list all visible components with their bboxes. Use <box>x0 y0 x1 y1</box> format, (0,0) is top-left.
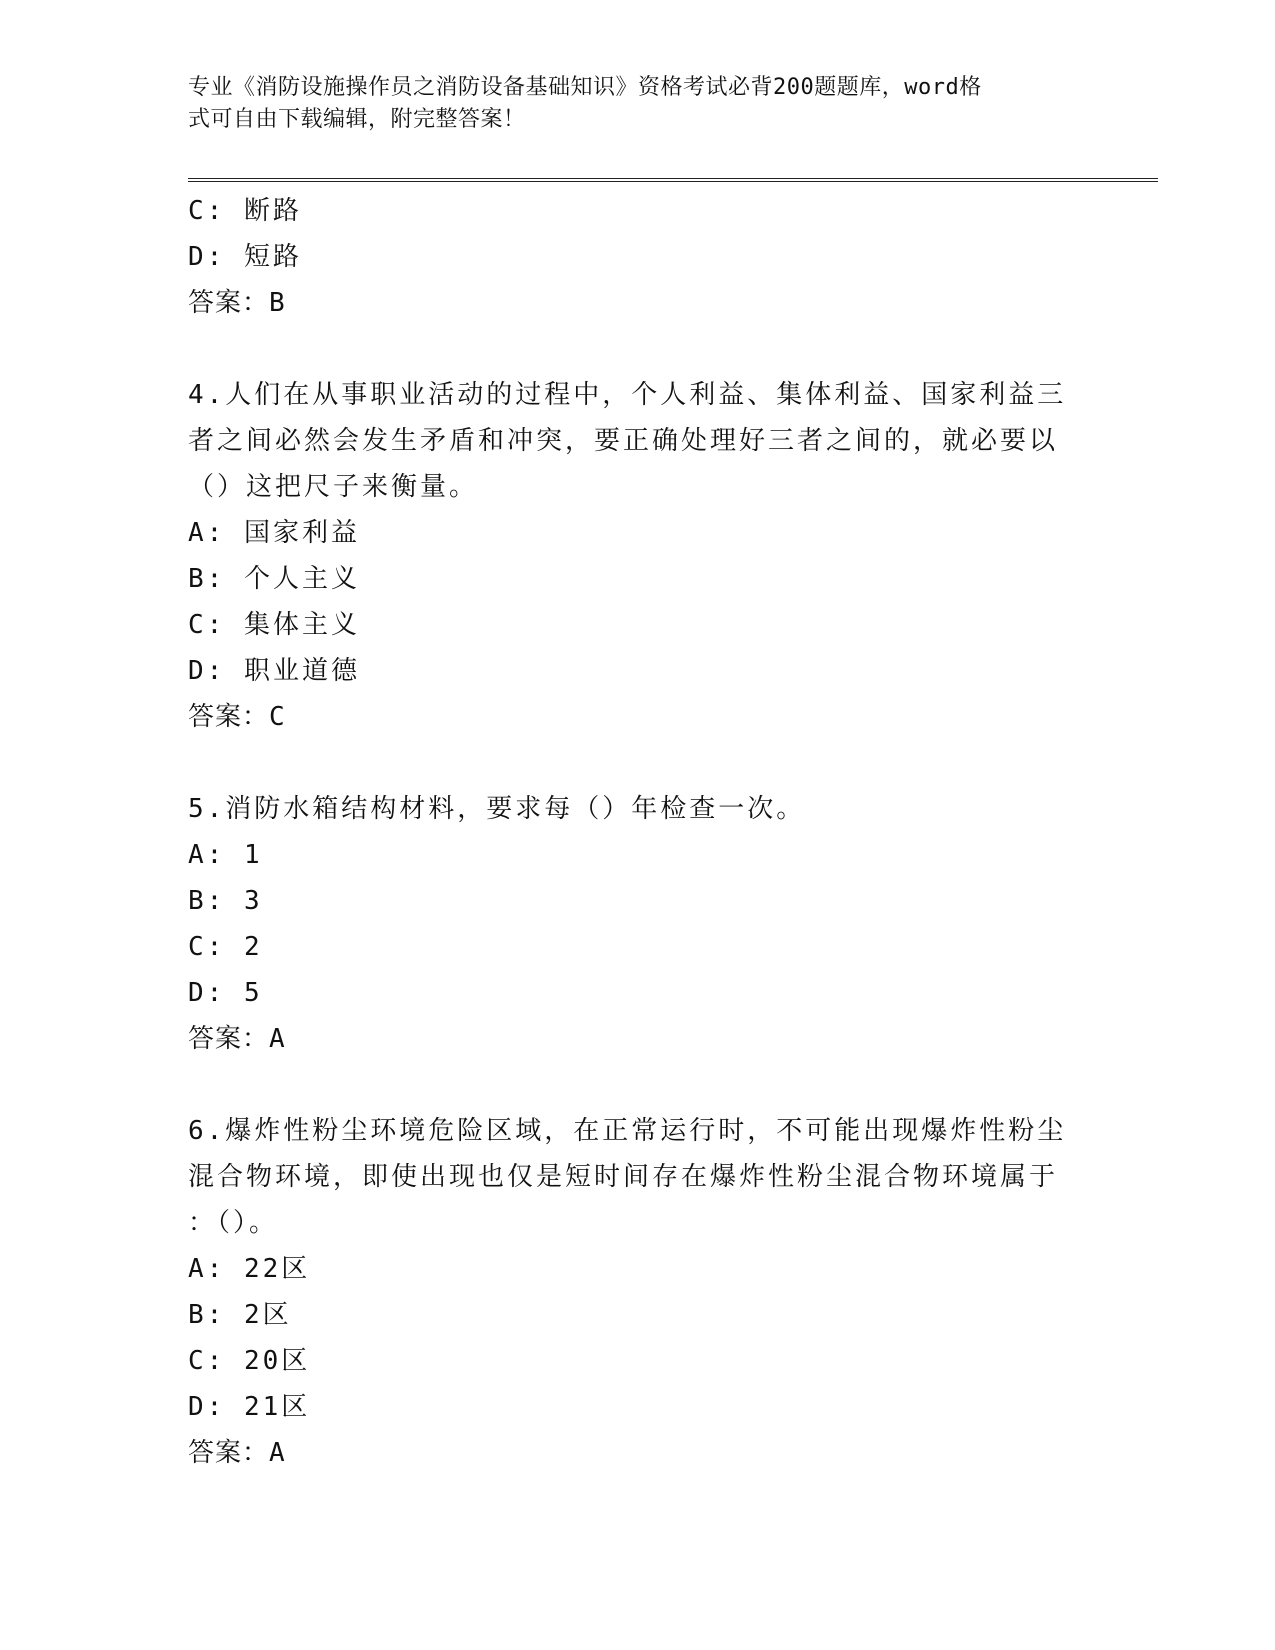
option-a: A: 22区 <box>188 1254 311 1284</box>
option-b: B: 3 <box>188 886 263 916</box>
option-d: D: 21区 <box>188 1392 311 1422</box>
option-b: B: 个人主义 <box>188 564 360 594</box>
question-text-line: （）这把尺子来衡量。 <box>188 472 479 502</box>
question-text-line: 5.消防水箱结构材料，要求每（）年检查一次。 <box>188 794 806 824</box>
question-4 <box>188 372 1068 740</box>
option-d: D: 短路 <box>188 242 302 272</box>
question-6 <box>188 1108 1068 1476</box>
header-line-1: 专业《消防设施操作员之消防设备基础知识》资格考试必背200题题库，word格 <box>188 75 982 100</box>
partial-question <box>188 188 1068 326</box>
header-divider <box>188 178 1158 182</box>
question-text-line: 6.爆炸性粉尘环境危险区域，在正常运行时，不可能出现爆炸性粉尘 <box>188 1116 1067 1146</box>
question-list <box>188 188 1068 1476</box>
answer-line: 答案：A <box>188 1024 286 1054</box>
option-a: A: 1 <box>188 840 263 870</box>
question-text-line: 4.人们在从事职业活动的过程中，个人利益、集体利益、国家利益三 <box>188 380 1067 410</box>
document-header <box>188 72 1068 136</box>
question-5 <box>188 786 1068 1062</box>
option-c: C: 20区 <box>188 1346 311 1376</box>
option-c: C: 集体主义 <box>188 610 360 640</box>
option-d: D: 职业道德 <box>188 656 360 686</box>
answer-line: 答案：A <box>188 1438 286 1468</box>
option-c: C: 断路 <box>188 196 302 226</box>
header-line-2: 式可自由下载编辑，附完整答案！ <box>188 107 526 132</box>
question-text-line: ：（）。 <box>188 1208 279 1238</box>
option-c: C: 2 <box>188 932 263 962</box>
question-text-line: 者之间必然会发生矛盾和冲突，要正确处理好三者之间的，就必要以 <box>188 426 1059 456</box>
option-d: D: 5 <box>188 978 263 1008</box>
option-a: A: 国家利益 <box>188 518 360 548</box>
question-text-line: 混合物环境，即使出现也仅是短时间存在爆炸性粉尘混合物环境属于 <box>188 1162 1059 1192</box>
option-b: B: 2区 <box>188 1300 292 1330</box>
answer-line: 答案：C <box>188 702 286 732</box>
answer-line: 答案：B <box>188 288 286 318</box>
